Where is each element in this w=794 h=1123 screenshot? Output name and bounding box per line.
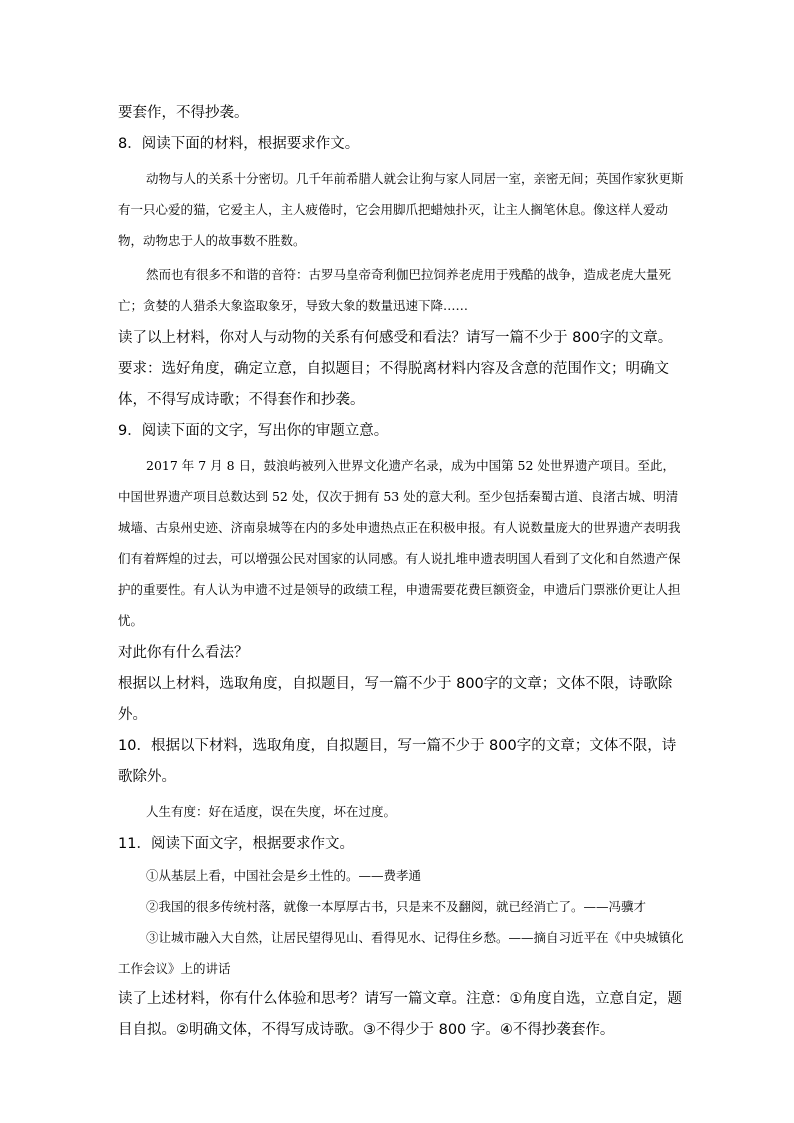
question-8-material-1: 动物与人的关系十分密切。几千年前希腊人就会让狗与家人同居一室，亲密无间；英国作家狄更斯有一只心爱的猫，它爱主人，主人疲倦时，它会用脚爪把蜡烛扑灭，让主人搁笔休息。像这样人爱动物，动物忠于人的故事数不胜数。 — [118, 171, 684, 248]
question-9-requirements: 根据以上材料，选取角度，自拟题目，写一篇不少于 800字的文章；文体不限，诗歌除外。 — [118, 676, 673, 723]
question-9-material: 2017 年 7 月 8 日，鼓浪屿被列入世界文化遗产名录，成为中国第 52 处世界遗产项目。至此，中国世界遗产项目总数达到 52 处，仅次于拥有 53 处的意大利。至少包括秦蜀古道、良渚古城、明清城墙、古泉州史迹、济南泉城等在内的多处申遗热点正在积极申报。有人说数量庞大的世界遗产表明我们有着辉煌的过去，可以增强公民对国家的认同感。有人说扎堆申遗表明国人看到了文化和自然遗产保护的重要性。有人认为申遗不过是领导的政绩工程，申遗需要花费巨额资金，申遗后门票涨价更让人担忧。 — [118, 458, 681, 628]
question-8-heading: 8．阅读下面的材料，根据要求作文。 — [118, 136, 360, 152]
question-10-material: 人生有度：好在适度，误在失度，坏在过度。 — [146, 804, 397, 819]
question-8-material-2: 然而也有很多不和谐的音符：古罗马皇帝奇利伽巴拉饲养老虎用于残酷的战争，造成老虎大量死亡；贪婪的人猎杀大象盗取象牙，导致大象的数量迅速下降…… — [118, 267, 672, 313]
question-10-heading: 10．根据以下材料，选取角度，自拟题目，写一篇不少于 800字的文章；文体不限，诗歌除外。 — [118, 738, 677, 785]
question-11-quote-3: ③让城市融入大自然，让居民望得见山、看得见水、记得住乡愁。——摘自习近平在《中央城镇化工作会议》上的讲话 — [118, 930, 684, 976]
paragraph-continuation: 要套作，不得抄袭。 — [118, 105, 249, 121]
question-11-heading: 11．阅读下面文字，根据要求作文。 — [118, 836, 354, 852]
question-11-quote-1: ①从基层上看，中国社会是乡土性的。——费孝通 — [146, 868, 422, 883]
question-11-requirements: 读了上述材料，你有什么体验和思考？请写一篇文章。注意：①角度自选，立意自定，题目自拟。②明确文体，不得写成诗歌。③不得少于 800 字。④不得抄袭套作。 — [118, 991, 682, 1038]
question-9-heading: 9．阅读下面的文字，写出你的审题立意。 — [118, 423, 389, 439]
question-8-requirements: 读了以上材料，你对人与动物的关系有何感受和看法？请写一篇不少于 800字的文章。要求：选好角度，确定立意，自拟题目；不得脱离材料内容及含意的范围作文；明确文体，不得写成诗歌；不得套作和抄袭。 — [118, 330, 673, 408]
question-11-quote-2: ②我国的很多传统村落，就像一本厚厚古书，只是来不及翻阅，就已经消亡了。——冯骥才 — [146, 899, 647, 914]
question-9-prompt: 对此你有什么看法？ — [118, 645, 249, 661]
document-body — [118, 98, 684, 1046]
